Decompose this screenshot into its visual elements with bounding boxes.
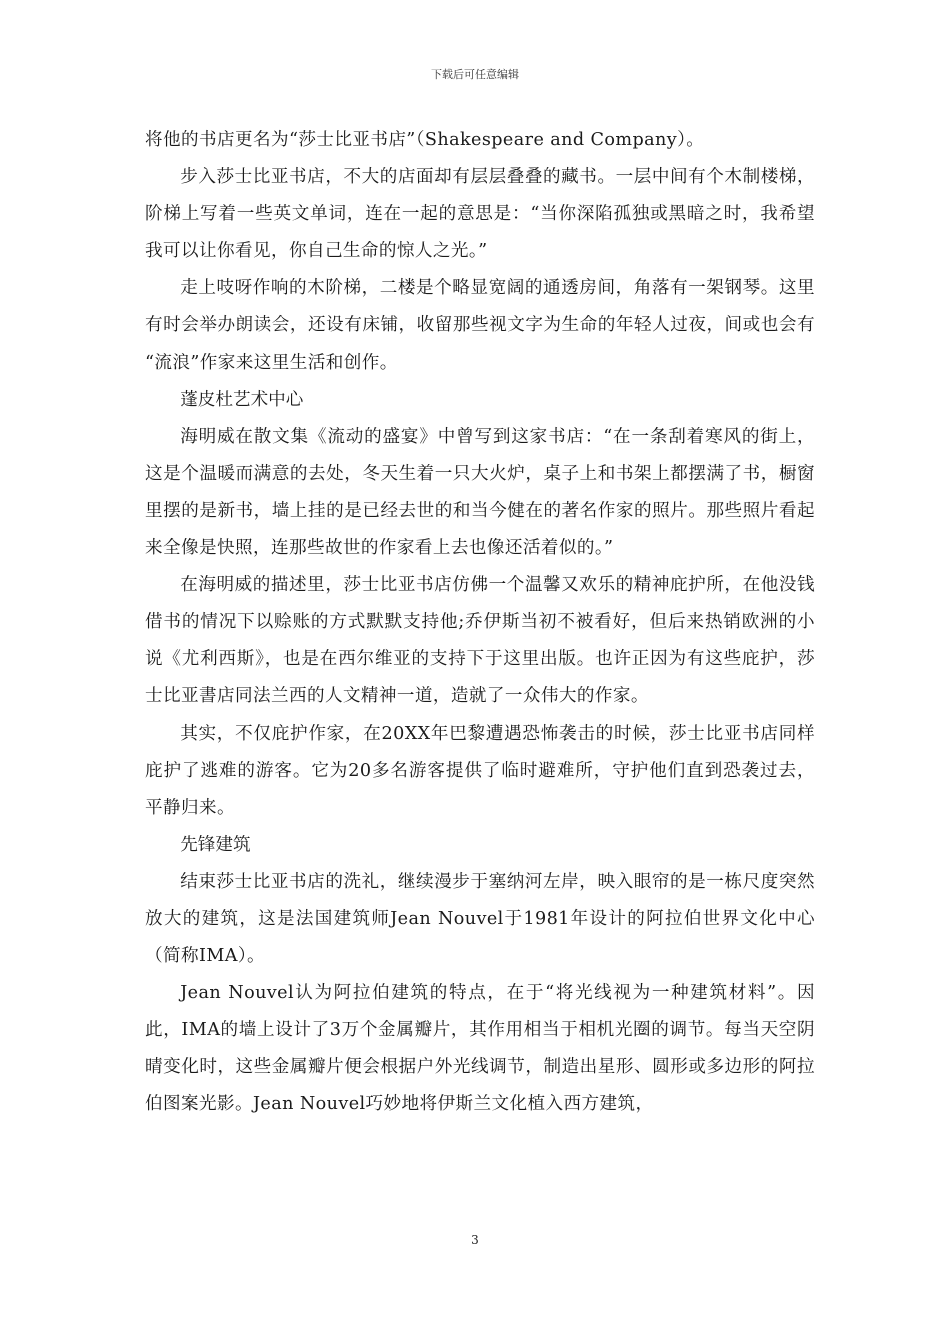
paragraph: 在海明威的描述里，莎士比亚书店仿佛一个温馨又欢乐的精神庇护所，在他没钱借书的情况下以赊账的方式默默支持他;乔伊斯当初不被看好，但后来热销欧洲的小说《尤利西斯》，也是在西尔维亚的支持下于这里出版。也许正因为有这些庇护，莎士比亚書店同法兰西的人文精神一道，造就了一众伟大的作家。 (145, 575, 815, 707)
page-header: 下载后可任意编辑 (431, 68, 519, 81)
section-heading: 蓬皮杜艺术中心 (180, 389, 304, 410)
paragraph: Jean Nouvel认为阿拉伯建筑的特点，在于“将光线视为一种建筑材料”。因此，IMA的墙上设计了3万个金属瓣片，其作用相当于相机光圈的调节。每当天空阴晴变化时，这些金属瓣片便会根据户外光线调节，制造出星形、圆形或多边形的阿拉伯图案光影。Jean Nouvel巧妙地将伊斯兰文化植入西方建筑， (145, 983, 815, 1115)
paragraph: 步入莎士比亚书店，不大的店面却有层层叠叠的藏书。一层中间有个木制楼梯，阶梯上写着一些英文单词，连在一起的意思是：“当你深陷孤独或黑暗之时，我希望我可以让你看见，你自己生命的惊人之光。” (145, 167, 815, 262)
paragraph: 其实，不仅庇护作家，在20XX年巴黎遭遇恐怖袭击的时候，莎士比亚书店同样庇护了逃难的游客。它为20多名游客提供了临时避难所，守护他们直到恐袭过去，平静归来。 (145, 723, 815, 818)
page-number: 3 (471, 1233, 479, 1247)
paragraph: 结束莎士比亚书店的洗礼，继续漫步于塞纳河左岸，映入眼帘的是一栋尺度突然放大的建筑，这是法国建筑师Jean Nouvel于1981年设计的阿拉伯世界文化中心（简称IMA）。 (145, 871, 815, 967)
document-body (145, 122, 815, 1124)
paragraph: 海明威在散文集《流动的盛宴》中曾写到这家书店：“在一条刮着寒风的街上，这是个温暖而满意的去处，冬天生着一只大火炉，桌子上和书架上都摆满了书，橱窗里摆的是新书，墙上挂的是已经去世的和当今健在的著名作家的照片。那些照片看起来全像是快照，连那些故世的作家看上去也像还活着似的。” (145, 426, 815, 559)
paragraph: 将他的书店更名为“莎士比亚书店”（Shakespeare and Company）。 (145, 130, 705, 150)
section-heading: 先锋建筑 (180, 834, 251, 855)
paragraph: 走上吱呀作响的木阶梯，二楼是个略显宽阔的通透房间，角落有一架钢琴。这里有时会举办朗读会，还设有床铺，收留那些视文字为生命的年轻人过夜，间或也会有 “流浪”作家来这里生活和创作。 (145, 278, 815, 373)
